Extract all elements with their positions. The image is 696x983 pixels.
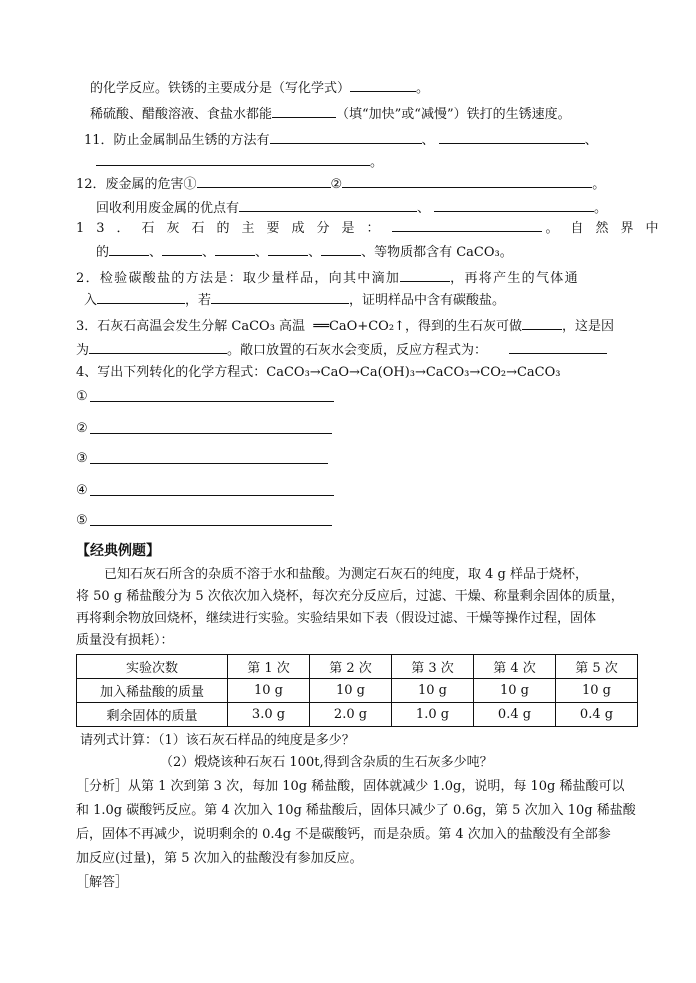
carbonate-test-line — [76, 268, 579, 288]
q13-line — [76, 218, 671, 238]
q12-harm-2-blank[interactable] — [342, 174, 592, 188]
reason-blank[interactable] — [89, 340, 227, 354]
table-row — [77, 703, 638, 727]
separator: 、 — [255, 245, 269, 260]
table-cell: 10 g — [310, 679, 392, 703]
decomposition-text: 3．石灰石高温会发生分解 CaCO₃ 高温 — [76, 319, 306, 334]
equation-number-1: ① — [76, 389, 88, 404]
decomposition-line — [76, 316, 614, 336]
period: 。 — [370, 155, 384, 170]
q13-nature-text: 。自然界中 — [545, 221, 671, 236]
substance-blank-3[interactable] — [215, 242, 255, 256]
equation-blank-2[interactable] — [90, 433, 332, 434]
equation-blank-5[interactable] — [90, 525, 332, 526]
example-paragraph-2: 将 50 g 稀盐酸分为 5 次依次加入烧杯，每次充分反应后，过滤、干燥、称量剩余固体的质量， — [76, 589, 624, 604]
equation-blank-1[interactable] — [90, 401, 334, 402]
table-cell: 3.0 g — [228, 703, 310, 727]
separator: 、 — [149, 245, 163, 260]
substance-blank-1[interactable] — [109, 242, 149, 256]
q13-tail: 、等物质都含有 CaCO₃。 — [361, 245, 513, 260]
table-header-cell: 第 1 次 — [228, 655, 310, 679]
substance-blank-4[interactable] — [268, 242, 308, 256]
table-cell: 剩余固体的质量 — [77, 703, 228, 727]
q12-text: 12．废金属的危害① — [76, 177, 197, 192]
q11-line — [84, 130, 598, 150]
question-1: 请列式计算：（1）该石灰石样品的纯度是多少？ — [80, 733, 355, 748]
period: 。 — [594, 201, 608, 216]
example-paragraph-3: 再将剩余物放回烧杯，继续进行实验。实验结果如下表（假设过滤、干燥等操作过程，固体 — [76, 611, 597, 626]
phenomenon-blank[interactable] — [211, 290, 349, 304]
separator: 、 — [308, 245, 322, 260]
table-header-cell: 第 5 次 — [556, 655, 638, 679]
table-cell: 10 g — [228, 679, 310, 703]
q11-text: 11．防止金属制品生锈的方法有 — [84, 133, 270, 148]
table-header-cell: 第 2 次 — [310, 655, 392, 679]
table-header-cell: 第 4 次 — [474, 655, 556, 679]
question-2: （2）煅烧该种石灰石 100t,得到含杂质的生石灰多少吨？ — [160, 755, 493, 770]
decomposition-equation: ══CaO+CO₂↑，得到的生石灰可做 — [313, 319, 522, 334]
separator: 、 — [417, 201, 431, 216]
q13-text: 13．石灰石的主要成分是： — [76, 221, 392, 236]
recycle-line — [96, 198, 607, 218]
separator: 、 — [202, 245, 216, 260]
table-header-cell: 第 3 次 — [392, 655, 474, 679]
because-text: ，这是因 — [561, 319, 614, 334]
period: 。 — [592, 177, 606, 192]
results-table — [76, 654, 638, 727]
separator: 、 — [584, 133, 598, 148]
into-text: 入 — [84, 293, 98, 308]
analysis-line-3: 后，固体不再减少，说明剩余的 0.4g 不是碳酸钙，而是杂质。第 4 次加入的盐酸没有全部参 — [76, 827, 611, 842]
equation-number-4: ④ — [76, 483, 88, 498]
rust-speed-hint: （填“加快”或“减慢”）铁打的生锈速度。 — [336, 107, 571, 122]
table-header-row — [77, 655, 638, 679]
period: 。 — [416, 81, 430, 96]
analysis-line-4: 加反应(过量)，第 5 次加入的盐酸没有参加反应。 — [76, 851, 363, 866]
reagent-blank[interactable] — [400, 268, 450, 282]
equation-number-2: ② — [76, 421, 88, 436]
table-cell: 加入稀盐酸的质量 — [77, 679, 228, 703]
table-cell: 0.4 g — [556, 703, 638, 727]
quicklime-use-blank[interactable] — [522, 316, 562, 330]
answer-heading: ［解答］ — [76, 875, 129, 890]
q12-harm-2-marker: ② — [330, 177, 343, 192]
carbonate-test-line-2 — [84, 290, 505, 310]
carbonate-conclusion: ，证明样品中含有碳酸盐。 — [349, 293, 506, 308]
example-paragraph-1: 已知石灰石所含的杂质不溶于水和盐酸。为测定石灰石的纯度，取 4 g 样品于烧杯， — [104, 567, 588, 582]
rust-composition-text: 的化学反应。铁锈的主要成分是（写化学式） — [90, 81, 351, 96]
rust-formula-blank[interactable] — [350, 78, 416, 92]
equation-number-3: ③ — [76, 451, 88, 466]
analysis-line-1: ［分析］从第 1 次到第 3 次，每加 10g 稀盐酸，固体就减少 1.0g，说明，每 10g 稀盐酸可以 — [76, 779, 625, 794]
reason-line — [76, 340, 607, 360]
example-paragraph-4: 质量没有损耗）： — [76, 633, 174, 648]
table-cell: 10 g — [392, 679, 474, 703]
substance-blank-5[interactable] — [321, 242, 361, 256]
table-cell: 10 g — [556, 679, 638, 703]
rust-speed-line — [90, 104, 571, 124]
q13-of: 的 — [96, 245, 110, 260]
recycle-blank-2[interactable] — [434, 198, 594, 212]
because-tail: 为 — [76, 343, 90, 358]
q13-substances-line — [96, 242, 513, 262]
table-cell: 10 g — [474, 679, 556, 703]
table-cell: 2.0 g — [310, 703, 392, 727]
equation-number-5: ⑤ — [76, 513, 88, 528]
separator: 、 — [421, 133, 435, 148]
equation-blank-4[interactable] — [90, 495, 334, 496]
q11-blank-3[interactable] — [96, 152, 370, 166]
q12-harm-1-blank[interactable] — [197, 174, 331, 188]
speed-effect-blank[interactable] — [272, 104, 336, 118]
table-header-cell: 实验次数 — [77, 655, 228, 679]
recycle-blank-1[interactable] — [239, 198, 417, 212]
q11-blank-1[interactable] — [270, 130, 422, 144]
limewater-equation-blank[interactable] — [509, 340, 607, 354]
example-heading: 【经典例题】 — [76, 543, 160, 559]
table-cell: 0.4 g — [474, 703, 556, 727]
q11-continue-line — [96, 152, 383, 172]
gas-into-blank[interactable] — [97, 290, 185, 304]
analysis-line-2: 和 1.0g 碳酸钙反应。第 4 次加入 10g 稀盐酸后，固体只减少了 0.6g，第 5 次加入 10g 稀盐酸 — [76, 803, 636, 818]
carbonate-test-text: 2．检验碳酸盐的方法是：取少量样品，向其中滴加 — [76, 271, 401, 286]
q12-line — [76, 174, 605, 194]
if-text: ，若 — [185, 293, 212, 308]
table-cell: 1.0 g — [392, 703, 474, 727]
equation-blank-3[interactable] — [90, 463, 328, 464]
q11-blank-2[interactable] — [439, 130, 585, 144]
rust-speed-text: 稀硫酸、醋酸溶液、食盐水都能 — [90, 107, 273, 122]
q13-main-component-blank[interactable] — [392, 218, 542, 232]
rust-composition-line — [90, 78, 429, 98]
table-row — [77, 679, 638, 703]
recycle-text: 回收利用废金属的优点有 — [96, 201, 240, 216]
substance-blank-2[interactable] — [162, 242, 202, 256]
conversion-prompt: 4、写出下列转化的化学方程式：CaCO₃→CaO→Ca(OH)₃→CaCO₃→CO₂→CaCO₃ — [76, 365, 561, 380]
limewater-text: 。敞口放置的石灰水会变质，反应方程式为： — [227, 343, 488, 358]
carbonate-test-text-2: ，再将产生的气体通 — [450, 271, 579, 286]
